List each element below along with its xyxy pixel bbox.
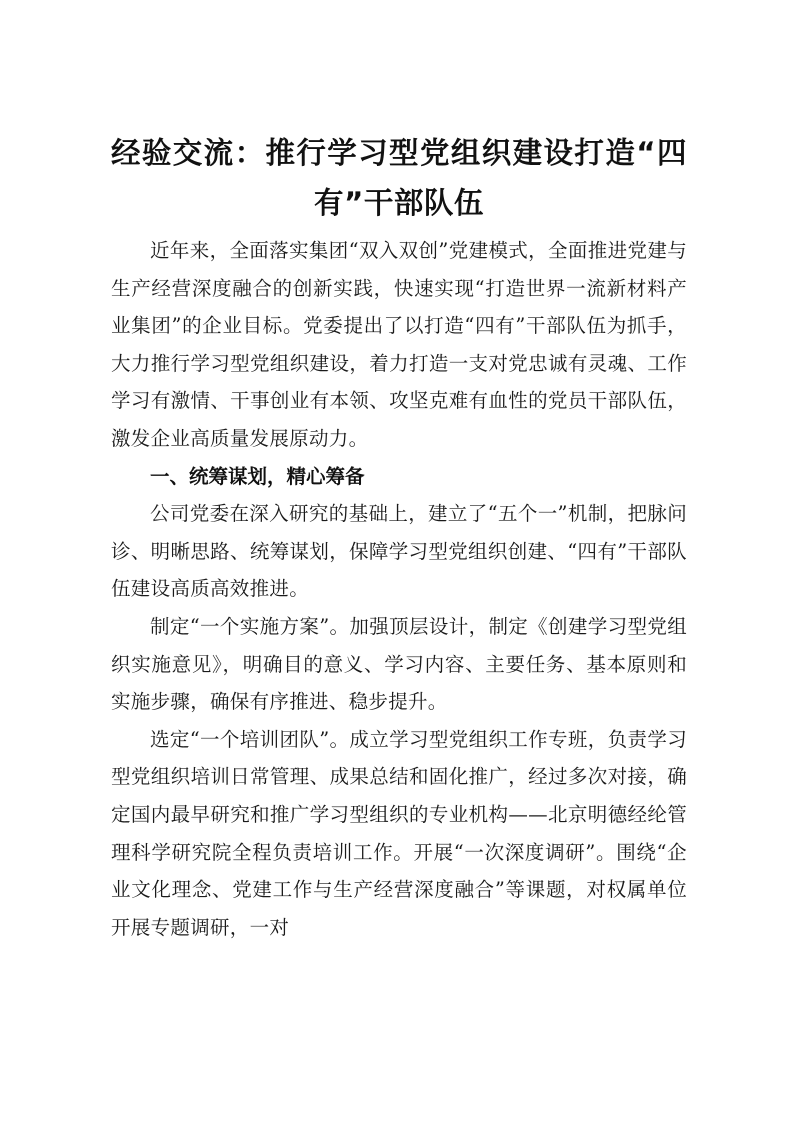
body-paragraph: 选定“一个培训团队”。成立学习型党组织工作专班，负责学习型党组织培训日常管理、成果总结和固化推广，经过多次对接，确定国内最早研究和推广学习型组织的专业机构——北京明德经纶管理科学研究院全程负责培训工作。开展“一次深度调研”。围绕“企业文化理念、党建工作与生产经营深度融合”等课题，对权属单位开展专题调研，一对 [111,727,687,939]
body-paragraph: 公司党委在深入研究的基础上，建立了“五个一”机制，把脉问诊、明晰思路、统筹谋划，保障学习型党组织创建、“四有”干部队伍建设高质高效推进。 [111,502,687,601]
document-body [111,128,687,946]
section-heading: 一、统筹谋划，精心筹备 [150,464,365,488]
body-paragraph: 制定“一个实施方案”。加强顶层设计，制定《创建学习型党组织实施意见》，明确目的意义、学习内容、主要任务、基本原则和实施步骤，确保有序推进、稳步提升。 [111,614,687,714]
document-title: 经验交流：推行学习型党组织建设打造“四有”干部队伍 [111,136,687,220]
intro-paragraph: 近年来，全面落实集团“双入双创”党建模式，全面推进党建与生产经营深度融合的创新实践，快速实现“打造世界一流新材料产业集团”的企业目标。党委提出了以打造“四有”干部队伍为抓手，大力推行学习型党组织建设，着力打造一支对党忠诚有灵魂、工作学习有激情、干事创业有本领、攻坚克难有血性的党员干部队伍，激发企业高质量发展原动力。 [111,239,687,450]
